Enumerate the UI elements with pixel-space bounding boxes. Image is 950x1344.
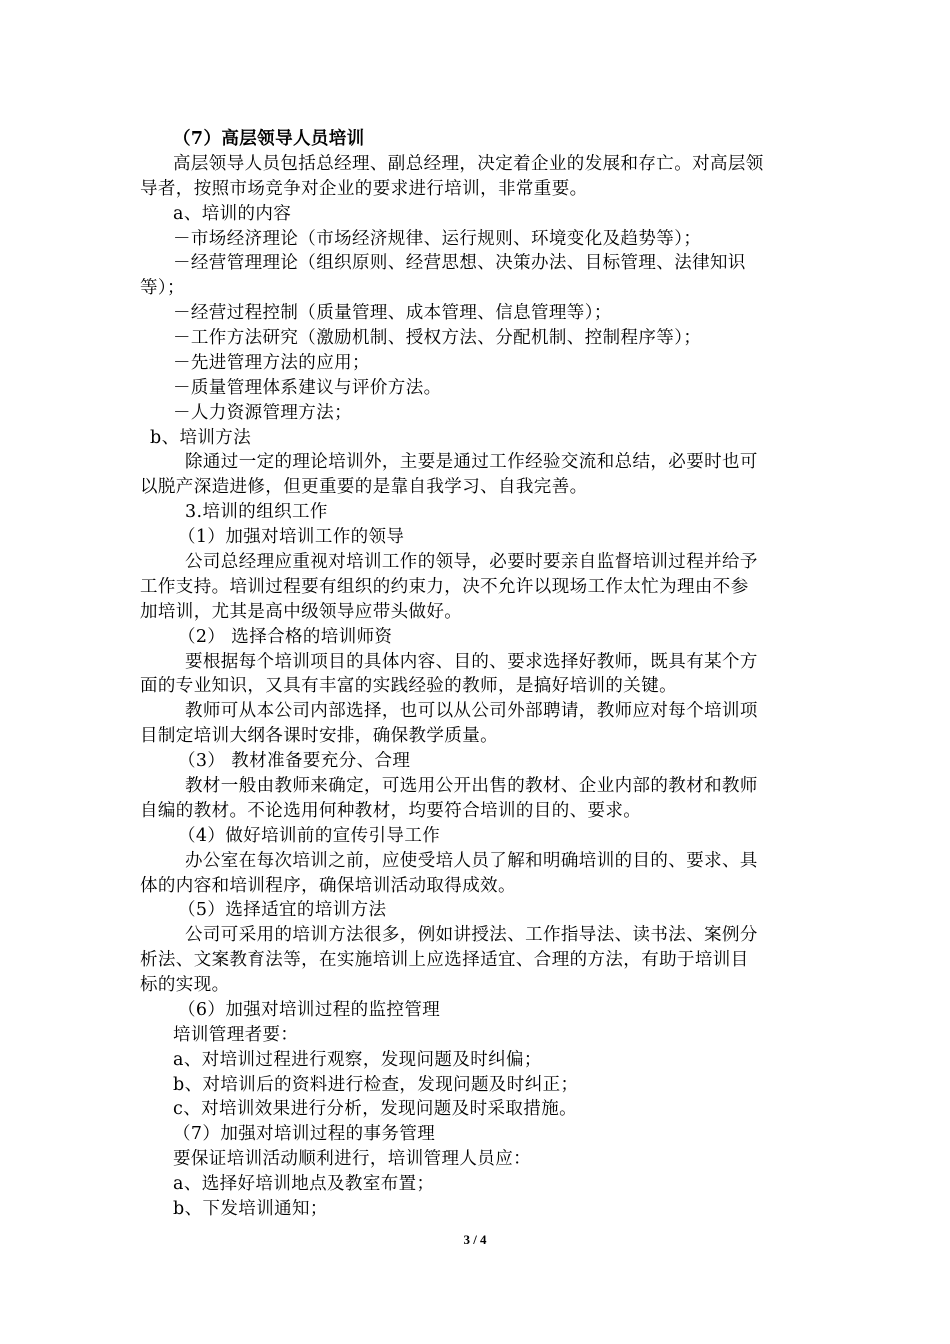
text-line: 3.培训的组织工作 [185,502,328,523]
text-line: c、对培训效果进行分析，发现问题及时采取措施。 [173,1099,577,1120]
text-line: （5）选择适宜的培训方法 [178,900,387,921]
text-line: －质量管理体系建议与评价方法。 [173,377,442,398]
section-heading: （7）高层领导人员培训 [173,129,365,149]
text-line: 体的内容和培训程序，确保培训活动取得成效。 [140,875,516,896]
text-line: 要保证培训活动顺利进行，培训管理人员应： [173,1149,531,1170]
text-line: a、选择好培训地点及教室布置； [173,1174,435,1195]
text-line: 导者，按照市场竞争对企业的要求进行培训，非常重要。 [140,178,588,199]
text-line: －经营过程控制（质量管理、成本管理、信息管理等）； [173,303,612,324]
text-line: （1）加强对培训工作的领导 [178,527,405,548]
text-line: 以脱产深造进修，但更重要的是靠自我学习、自我完善。 [140,477,588,498]
text-line: b、培训方法 [150,427,252,448]
text-line: （7）加强对培训过程的事务管理 [173,1124,436,1145]
text-line: b、对培训后的资料进行检查，发现问题及时纠正； [173,1074,579,1095]
text-line: a、对培训过程进行观察，发现问题及时纠偏； [173,1049,542,1070]
text-line: 面的专业知识，又具有丰富的实践经验的教师，是搞好培训的关键。 [140,676,677,697]
text-line: 办公室在每次培训之前，应使受培人员了解和明确培训的目的、要求、具 [185,850,758,871]
text-line: a、培训的内容 [173,203,292,224]
text-line: 标的实现。 [140,975,230,996]
text-line: （3） 教材准备要充分、合理 [178,751,411,772]
text-line: －工作方法研究（激励机制、授权方法、分配机制、控制程序等）； [173,328,702,349]
text-line: 除通过一定的理论培训外，主要是通过工作经验交流和总结，必要时也可 [185,452,758,473]
text-line: 要根据每个培训项目的具体内容、目的、要求选择好教师，既具有某个方 [185,651,758,672]
text-line: （4）做好培训前的宣传引导工作 [178,825,441,846]
text-line: 等）； [140,278,185,299]
text-line: －先进管理方法的应用； [173,352,370,373]
text-line: 目制定培训大纲各课时安排，确保教学质量。 [140,726,498,747]
text-line: 教材一般由教师来确定，可选用公开出售的教材、企业内部的教材和教师 [185,775,758,796]
text-line: 教师可从本公司内部选择，也可以从公司外部聘请，教师应对每个培训项 [185,701,758,722]
page-number: 3 / 4 [463,1232,487,1247]
text-line: 自编的教材。不论选用何种教材，均要符合培训的目的、要求。 [140,800,642,821]
text-line: －市场经济理论（市场经济规律、运行规则、环境变化及趋势等）； [173,228,702,249]
text-line: （2） 选择合格的培训师资 [178,626,393,647]
text-line: 公司总经理应重视对培训工作的领导，必要时要亲自监督培训过程并给予 [185,552,758,573]
text-line: －经营管理理论（组织原则、经营思想、决策办法、目标管理、法律知识 [173,253,746,274]
text-line: 公司可采用的培训方法很多，例如讲授法、工作指导法、读书法、案例分 [185,925,758,946]
text-line: 加培训，尤其是高中级领导应带头做好。 [140,601,463,622]
text-line: b、下发培训通知； [173,1199,328,1219]
text-line: 高层领导人员包括总经理、副总经理，决定着企业的发展和存亡。对高层领 [173,153,764,174]
text-line: 析法、文案教育法等，在实施培训上应选择适宜、合理的方法，有助于培训目 [140,950,749,971]
text-line: 培训管理者要： [173,1024,299,1045]
text-line: 工作支持。培训过程要有组织的约束力，决不允许以现场工作太忙为理由不参 [140,576,749,597]
text-line: （6）加强对培训过程的监控管理 [178,999,441,1020]
text-line: －人力资源管理方法； [173,402,352,423]
